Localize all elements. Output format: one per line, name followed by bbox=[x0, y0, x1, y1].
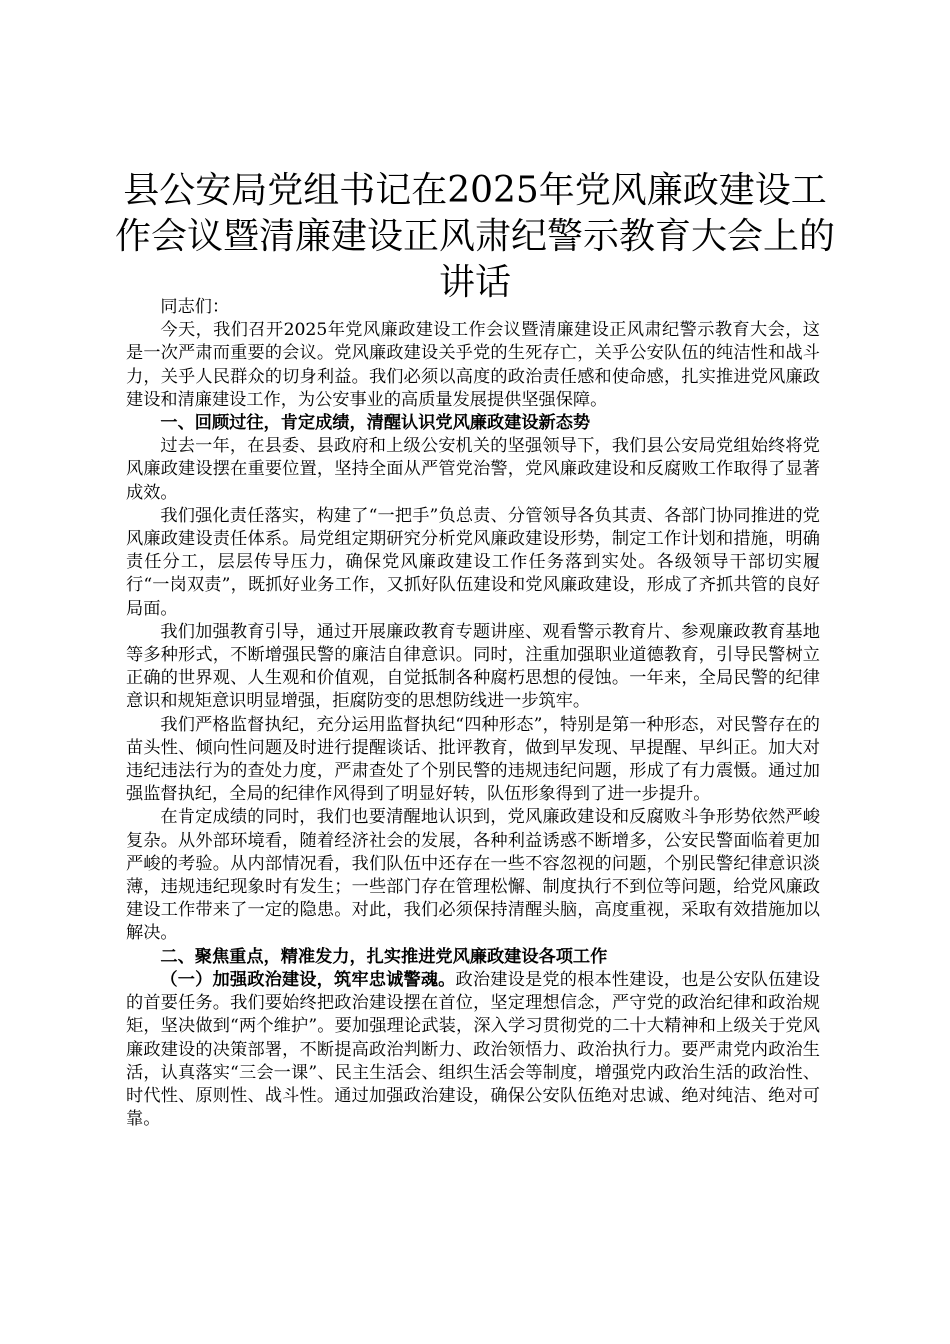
section-1-paragraph-4: 我们严格监督执纪，充分运用监督执纪“四种形态”，特别是第一种形态，对民警存在的苗头性、倾向性问题及时进行提醒谈话、批评教育，做到早发现、早提醒、早纠正。加大对违纪违法行为的查处力度，严肃查处了个别民警的违规违纪问题，形成了有力震慑。通过加强监督执纪，全局的纪律作风得到了明显好转，队伍形象得到了进一步提升。 bbox=[126, 714, 820, 805]
section-2-heading: 二、聚焦重点，精准发力，扎实推进党风廉政建设各项工作 bbox=[160, 946, 608, 967]
section-1-paragraph-1: 过去一年，在县委、县政府和上级公安机关的坚强领导下，我们县公安局党组始终将党风廉政建设摆在重要位置，坚持全面从严管党治警，党风廉政建设和反腐败工作取得了显著成效。 bbox=[126, 436, 820, 503]
section-1-heading: 一、回顾过往，肯定成绩，清醒认识党风廉政建设新态势 bbox=[160, 413, 591, 434]
section-1-paragraph-5: 在肯定成绩的同时，我们也要清醒地认识到，党风廉政建设和反腐败斗争形势依然严峻复杂。从外部环境看，随着经济社会的发展，各种利益诱惑不断增多，公安民警面临着更加严峻的考验。从内部情况看，我们队伍中还存在一些不容忽视的问题，个别民警纪律意识淡薄，违规违纪现象时有发生；一些部门存在管理松懈、制度执行不到位等问题，给党风廉政建设工作带来了一定的隐患。对此，我们必须保持清醒头脑，高度重视，采取有效措施加以解决。 bbox=[126, 807, 820, 944]
salutation: 同志们： bbox=[160, 297, 230, 317]
document-title: 县公安局党组书记在2025年党风廉政建设工作会议暨清廉建设正风肃纪警示教育大会上的讲话 bbox=[114, 170, 835, 303]
subsection-1-lead: （一）加强政治建设，筑牢忠诚警魂。 bbox=[160, 969, 456, 990]
intro-paragraph: 今天，我们召开2025年党风廉政建设工作会议暨清廉建设正风肃纪警示教育大会，这是一次严肃而重要的会议。党风廉政建设关乎党的生死存亡，关乎公安队伍的纯洁性和战斗力，关乎人民群众的切身利益。我们必须以高度的政治责任感和使命感，扎实推进党风廉政建设和清廉建设工作，为公安事业的高质量发展提供坚强保障。 bbox=[126, 320, 820, 410]
section-2-paragraph-1 bbox=[126, 969, 820, 1131]
document-body bbox=[126, 296, 820, 1131]
subsection-1-text: 政治建设是党的根本性建设，也是公安队伍建设的首要任务。我们要始终把政治建设摆在首位，坚定理想信念，严守党的政治纪律和政治规矩，坚决做到“两个维护”。要加强理论武装，深入学习贯彻党的二十大精神和上级关于党风廉政建设的决策部署，不断提高政治判断力、政治领悟力、政治执行力。要严肃党内政治生活，认真落实“三会一课”、民主生活会、组织生活会等制度，增强党内政治生活的政治性、时代性、原则性、战斗性。通过加强政治建设，确保公安队伍绝对忠诚、绝对纯洁、绝对可靠。 bbox=[126, 969, 820, 1130]
section-1-paragraph-3: 我们加强教育引导，通过开展廉政教育专题讲座、观看警示教育片、参观廉政教育基地等多种形式，不断增强民警的廉洁自律意识。同时，注重加强职业道德教育，引导民警树立正确的世界观、人生观和价值观，自觉抵制各种腐朽思想的侵蚀。一年来，全局民警的纪律意识和规矩意识明显增强，拒腐防变的思想防线进一步筑牢。 bbox=[126, 621, 820, 712]
section-1-paragraph-2: 我们强化责任落实，构建了“一把手”负总责、分管领导各负其责、各部门协同推进的党风廉政建设责任体系。局党组定期研究分析党风廉政建设形势，制定工作计划和措施，明确责任分工，层层传导压力，确保党风廉政建设工作任务落到实处。各级领导干部切实履行“一岗双责”，既抓好业务工作，又抓好队伍建设和党风廉政建设，形成了齐抓共管的良好局面。 bbox=[126, 505, 820, 619]
